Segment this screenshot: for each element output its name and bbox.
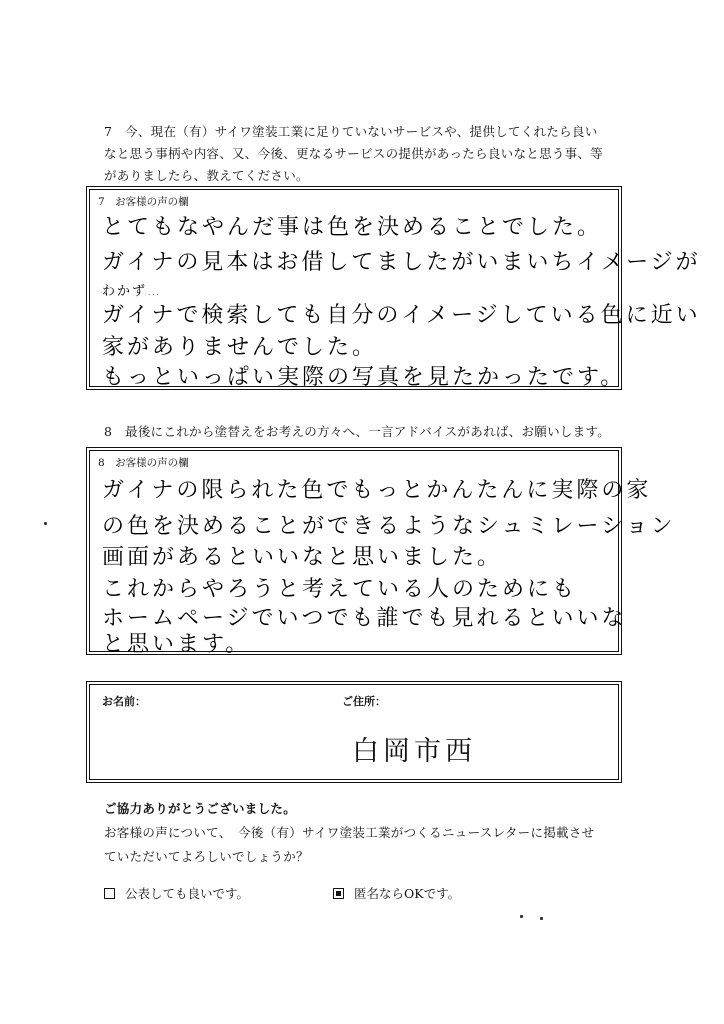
option-anonymous-label: 匿名ならOKです。 — [354, 886, 461, 901]
question-7-line-1: 7 今、現在（有）サイワ塗装工業に足りていないサービスや、提供してくれたら良い — [104, 124, 598, 139]
question-8-line: 8 最後にこれから塗替えをお考えの方々へ、一言アドバイスがあれば、お願いします。 — [104, 424, 611, 439]
question-8-text — [104, 421, 624, 443]
answer-7-line-4: ガイナで検索しても自分のイメージしている色に近い — [102, 303, 701, 328]
answer-7-line-3: わかず… — [102, 284, 163, 299]
question-7-line-3: がありましたら、教えてください。 — [104, 168, 309, 183]
contact-box — [86, 681, 622, 783]
question-7-line-2: なと思う事柄や内容、又、今後、更なるサービスの提供があったら良いなと思う事、等 — [104, 146, 604, 161]
option-public-label: 公表しても良いです。 — [125, 886, 250, 901]
answer-box-7-label: 7 お客様の声の欄 — [98, 196, 189, 208]
scan-speck — [44, 522, 47, 525]
name-label: お名前： — [102, 695, 146, 708]
answer-8-line-4: これからやろうと考えている人のためにも — [102, 577, 578, 602]
consent-line-2: ていただいてよろしいでしょうか？ — [104, 849, 309, 864]
answer-8-line-3: 画面があるといいなと思いました。 — [102, 545, 503, 570]
option-anonymous[interactable] — [333, 884, 460, 902]
answer-box-7 — [86, 186, 701, 390]
option-public[interactable] — [104, 884, 249, 902]
scan-speck — [520, 915, 523, 918]
answer-7-line-2: ガイナの見本はお借してましたがいまいちイメージが — [102, 250, 701, 275]
consent-line-1: お客様の声について、 今後（有）サイワ塗装工業がつくるニュースレターに掲載させ — [104, 825, 595, 840]
answer-7-line-6: もっといっぱい実際の写真を見たかったです。 — [102, 365, 626, 390]
public-checkbox[interactable] — [104, 888, 115, 899]
answer-8-line-2: の色を決めることができるようなシュミレーション — [102, 514, 676, 539]
answer-8-line-5: ホームページでいつでも誰でも見れるといいな — [102, 606, 627, 631]
scan-speck — [540, 917, 543, 920]
address-label: ご住所： — [342, 695, 386, 708]
answer-7-line-1: とてもなやんだ事は色を決めることでした。 — [102, 215, 603, 240]
answer-7-line-5: 家がありませんでした。 — [102, 335, 378, 360]
thanks-text: ご協力ありがとうございました。 — [104, 801, 297, 816]
answer-8-line-1: ガイナの限られた色でもっとかんたんに実際の家 — [102, 478, 652, 503]
address-value: 白岡市西 — [352, 736, 476, 767]
anonymous-checkbox[interactable] — [333, 888, 344, 899]
question-7-text — [104, 121, 624, 187]
answer-box-8-label: 8 お客様の声の欄 — [98, 457, 189, 469]
answer-box-8 — [86, 447, 676, 657]
answer-8-line-6: と思います。 — [102, 632, 251, 657]
